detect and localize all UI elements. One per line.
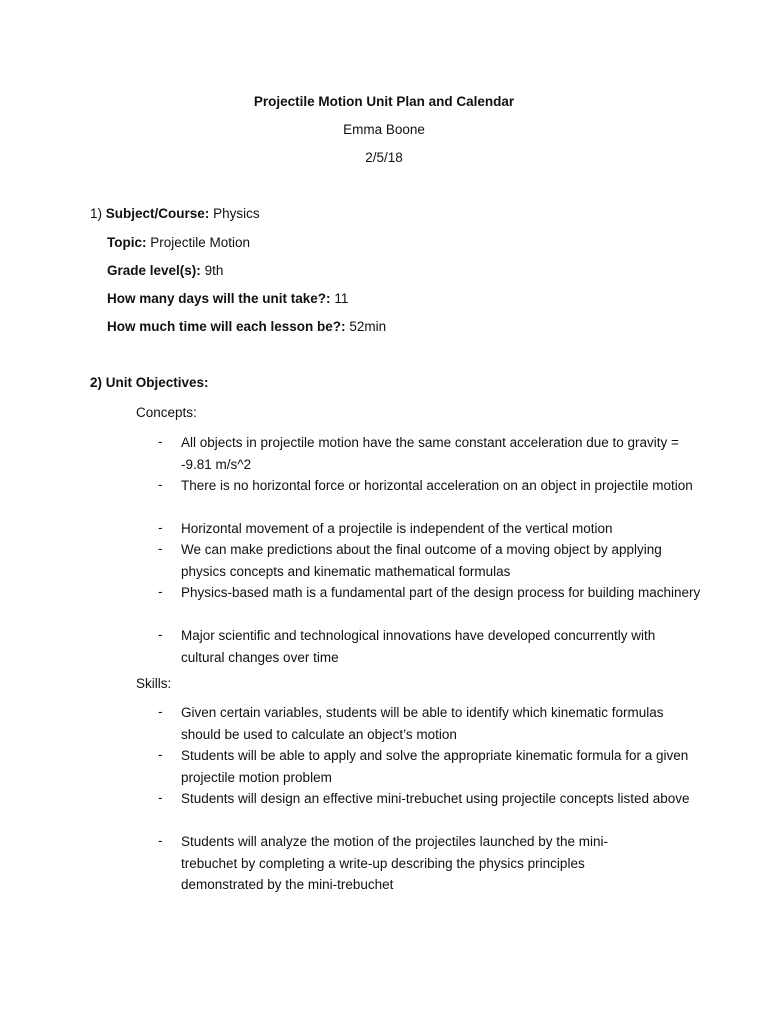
subject-value: Physics [213, 206, 260, 221]
concept-item: All objects in projectile motion have the same constant acceleration due to gravity = -9.81 m/s^2 [181, 435, 679, 472]
bullet-dash: - [158, 434, 163, 449]
topic-value: Projectile Motion [150, 235, 251, 250]
skills-label: Skills: [136, 676, 172, 691]
grade-label: Grade level(s): [107, 263, 201, 278]
time-label: How much time will each lesson be?: [107, 319, 346, 334]
time-line [107, 319, 386, 334]
concept-item: We can make predictions about the final outcome of a moving object by applying physics concepts and kinematic mathematical formulas [181, 542, 662, 579]
bullet-dash: - [158, 704, 163, 719]
bullet-dash: - [158, 477, 163, 492]
author-name: Emma Boone [343, 122, 425, 137]
skill-item: Students will analyze the motion of the projectiles launched by the mini-trebuchet by completing a write-up describing the physics principles demonstrated by the mini-trebuchet [181, 834, 608, 892]
bullet-dash: - [158, 584, 163, 599]
bullet-dash: - [158, 790, 163, 805]
concepts-label: Concepts: [136, 405, 197, 420]
skill-item: Given certain variables, students will be able to identify which kinematic formulas should be used to calculate an object’s motion [181, 705, 664, 742]
topic-line [107, 235, 250, 250]
bullet-dash: - [158, 833, 163, 848]
bullet-dash: - [158, 627, 163, 642]
grade-value: 9th [204, 263, 224, 278]
concept-item: Major scientific and technological innovations have developed concurrently with cultural changes over time [181, 628, 656, 665]
days-label: How many days will the unit take?: [107, 291, 331, 306]
document-title: Projectile Motion Unit Plan and Calendar [253, 94, 515, 109]
bullet-dash: - [158, 747, 163, 762]
skill-item: Students will be able to apply and solve the appropriate kinematic formula for a given projectile motion problem [181, 748, 689, 785]
concept-item: There is no horizontal force or horizontal acceleration on an object in projectile motion [181, 478, 693, 493]
topic-label: Topic: [107, 235, 147, 250]
document-date: 2/5/18 [365, 150, 403, 165]
section1-number: 1) [90, 206, 103, 221]
concept-item: Horizontal movement of a projectile is independent of the vertical motion [181, 521, 613, 536]
subject-line [90, 206, 260, 221]
bullet-dash: - [158, 520, 163, 535]
time-value: 52min [349, 319, 387, 334]
grade-line [107, 263, 223, 278]
subject-label: Subject/Course: [105, 206, 210, 221]
bullet-dash: - [158, 541, 163, 556]
days-line [107, 291, 348, 306]
unit-objectives-heading: 2) Unit Objectives: [90, 375, 209, 390]
skill-item: Students will design an effective mini-trebuchet using projectile concepts listed above [181, 791, 690, 806]
days-value: 11 [334, 291, 349, 306]
concept-item: Physics-based math is a fundamental part of the design process for building machinery [181, 585, 701, 600]
